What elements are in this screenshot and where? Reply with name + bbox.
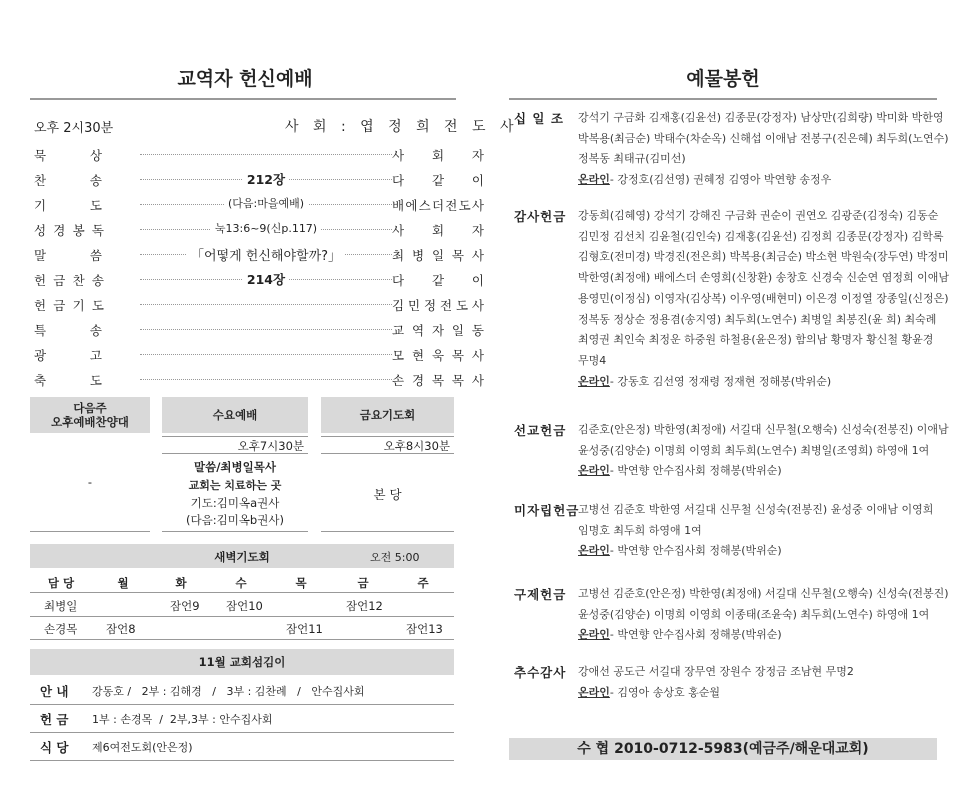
char: 말 <box>34 248 47 263</box>
november-label: 안 내 <box>40 684 69 699</box>
char: 경 <box>53 223 66 238</box>
wednesday-prayer: 기도:김미옥a권사 <box>190 496 280 510</box>
donor-line: 박복용(최금순) 박태수(차순옥) 신해섭 이애남 전봉구(진은혜) 최두희(노연수) <box>578 131 949 145</box>
november-value: 1부 : 손경목 / 2부,3부 : 안수집사회 <box>92 713 273 726</box>
char: 회 <box>431 148 445 163</box>
char: 송 <box>89 173 102 188</box>
char: 도 <box>89 373 102 388</box>
order-person <box>392 146 484 164</box>
char: 금 <box>53 273 66 288</box>
order-detail-text: (다음:마을예배) <box>224 197 308 210</box>
char: 사 <box>392 148 405 163</box>
order-row <box>34 193 484 215</box>
november-title: 11월 교회섬김이 <box>30 649 454 675</box>
online-label: 온라인 <box>578 173 610 187</box>
char: 스 <box>418 198 431 213</box>
char: 목 <box>451 373 464 388</box>
wednesday-preacher: 말씀/최병일목사 <box>194 460 276 474</box>
char: 다 <box>392 173 405 188</box>
online-label: 온라인 <box>578 544 610 558</box>
online-line <box>578 372 934 393</box>
char: 상 <box>89 148 102 163</box>
order-person <box>392 196 484 214</box>
dawn-col-header: 목 <box>295 576 307 590</box>
char: 더 <box>431 198 445 213</box>
char: 같 <box>431 273 445 288</box>
wednesday-sermon: 교회는 치료하는 곳 <box>188 479 282 492</box>
donor-line: 강석기 구금화 김재홍(김윤선) 김종문(강정자) 남상만(김희량) 박미화 박한영 <box>578 111 944 124</box>
order-detail <box>140 195 392 211</box>
november-value: 제6여전도회(안은정) <box>92 741 193 754</box>
char: 사 <box>471 198 484 213</box>
char: 헌 <box>34 298 47 313</box>
char: 배 <box>392 198 405 213</box>
char: 찬 <box>34 173 47 188</box>
char: 회 <box>431 223 445 238</box>
dawn-header <box>30 544 454 568</box>
order-label <box>34 221 104 239</box>
online-line <box>578 461 934 482</box>
char: 고 <box>89 348 102 363</box>
online-donors: - 강정호(김선영) 권혜정 김영아 박연향 송정우 <box>609 173 832 187</box>
char: 헌 <box>34 273 47 288</box>
wednesday-time: 오후7시30분 <box>237 439 304 453</box>
char: 자 <box>431 323 445 338</box>
dawn-title: 새벽기도회 <box>214 550 270 564</box>
order-person <box>392 321 484 339</box>
november-label: 헌 금 <box>40 712 69 727</box>
online-label: 온라인 <box>578 464 610 478</box>
order-label <box>34 346 102 364</box>
november-label: 식 당 <box>40 740 69 755</box>
dawn-reading: 잠언11 <box>286 622 323 636</box>
dawn-time: 오전 5:00 <box>370 551 420 564</box>
order-row <box>34 268 484 290</box>
dawn-reading: 잠언12 <box>346 599 383 613</box>
order-person <box>392 346 484 364</box>
friday-place: 본 당 <box>373 487 402 502</box>
char: 현 <box>411 348 425 363</box>
order-detail <box>140 245 392 264</box>
dawn-reading: 잠언9 <box>170 599 200 613</box>
online-donors: - 박연향 안수집사회 정해봉(박위순) <box>609 628 782 642</box>
dawn-col-header: 화 <box>175 576 187 590</box>
online-label: 온라인 <box>578 628 610 642</box>
offering-names <box>578 500 934 562</box>
november-divider <box>30 732 454 733</box>
donor-line: 강애선 공도근 서길대 장무연 장원수 장정금 조남현 무명2 <box>578 665 854 678</box>
donor-line: 강동희(김혜영) 강석기 강해진 구금화 권순이 권연오 김광준(김정숙) 김동순 <box>578 209 939 222</box>
char: 도 <box>455 298 469 313</box>
offering-title: 예물봉헌 <box>686 68 760 90</box>
order-row <box>34 343 484 365</box>
offering-category: 구제헌금 <box>514 587 567 602</box>
char: 자 <box>471 148 484 163</box>
presider: 사 회 : 엽 정 희 전 도 사 <box>285 119 519 135</box>
char: 사 <box>392 223 405 238</box>
friday-header: 금요기도회 <box>321 397 454 433</box>
order-detail <box>140 270 392 288</box>
worship-title: 교역자 헌신예배 <box>177 68 313 90</box>
online-donors: - 박연향 안수집사회 정해봉(박위순) <box>609 544 782 558</box>
order-row <box>34 168 484 190</box>
order-detail-text: 214장 <box>243 272 289 287</box>
char: 목 <box>431 373 445 388</box>
char: 금 <box>53 298 66 313</box>
offering-names <box>578 420 949 482</box>
char: 송 <box>89 323 102 338</box>
wednesday-header: 수요예배 <box>162 397 308 433</box>
offering-category: 십 일 조 <box>514 111 564 126</box>
donor-line: 윤성중(김양순) 이명희 이영희 이종태(조윤숙) 최두희(노연수) 하영애 1여 <box>578 607 930 621</box>
order-row <box>34 143 484 165</box>
offering-names <box>578 206 950 392</box>
donor-line: 윤성중(김양순) 이명희 이영희 최두희(노연수) 최병일(조영희) 하영애 1여 <box>578 443 930 457</box>
online-label: 온라인 <box>578 685 610 699</box>
offering-names <box>578 108 949 191</box>
order-label <box>34 171 102 189</box>
order-row <box>34 318 484 340</box>
donor-line: 용영민(이정심) 이영자(김상복) 이우영(배현미) 이은경 이정열 장종일(신정은) <box>578 291 949 305</box>
offering-category: 추수감사 <box>514 665 567 680</box>
donor-line: 김준호(안은정) 박한영(최정애) 서길대 신무철(오행숙) 신성숙(전봉진) 이애남 <box>578 423 949 436</box>
november-divider <box>30 704 454 705</box>
order-detail <box>140 170 392 188</box>
offering-category: 미자립헌금 <box>514 503 580 518</box>
order-dots <box>140 329 392 330</box>
november-value: 강동호 / 2부 : 김해경 / 3부 : 김찬례 / 안수집사회 <box>92 685 365 698</box>
order-label <box>34 296 104 314</box>
char: 일 <box>431 248 445 263</box>
dawn-col-header: 주 <box>417 576 429 590</box>
order-dots <box>140 379 392 380</box>
order-detail-text: 「어떻게 헌신해야할까?」 <box>187 249 345 264</box>
char: 묵 <box>34 148 47 163</box>
char: 일 <box>451 323 464 338</box>
char: 사 <box>471 373 484 388</box>
donor-line: 고병선 김준호 박한영 서길대 신무철 신성숙(전봉진) 윤성중 이애남 이영희 <box>578 503 934 516</box>
char: 욱 <box>431 348 445 363</box>
order-row <box>34 368 484 390</box>
order-dots <box>140 354 392 355</box>
order-row <box>34 243 484 265</box>
char: 경 <box>411 373 425 388</box>
order-dots <box>140 154 392 155</box>
char: 다 <box>392 273 405 288</box>
char: 도 <box>89 198 102 213</box>
char: 이 <box>471 273 484 288</box>
order-dots <box>140 304 392 305</box>
char: 목 <box>451 248 464 263</box>
char: 사 <box>471 248 484 263</box>
order-label <box>34 371 102 389</box>
order-label <box>34 271 104 289</box>
order-person <box>392 371 484 389</box>
order-detail-text: 눅13:6~9(신p.117) <box>211 222 321 235</box>
dawn-row-name: 최병일 <box>44 599 78 613</box>
title-rule <box>30 98 456 100</box>
char: 송 <box>91 273 104 288</box>
char: 김 <box>392 298 405 313</box>
next-choir-title-2: 오후예배찬양대 <box>51 415 129 429</box>
online-label: 온라인 <box>578 374 610 388</box>
char: 자 <box>471 223 484 238</box>
online-line <box>578 683 934 704</box>
wednesday-next-prayer: (다음:김미옥b권사) <box>186 513 284 527</box>
char: 모 <box>392 348 405 363</box>
char: 봉 <box>72 223 85 238</box>
char: 사 <box>471 348 484 363</box>
char: 찬 <box>72 273 85 288</box>
offering-category: 선교헌금 <box>514 423 567 438</box>
dawn-col-header: 담 당 <box>47 576 75 590</box>
order-label <box>34 246 102 264</box>
char: 정 <box>423 298 437 313</box>
donor-line: 김민정 김선치 김윤철(김인숙) 김재홍(김윤선) 김정희 김종문(강정자) 김학록 <box>578 229 944 243</box>
dawn-col-header: 금 <box>357 576 369 590</box>
donor-line: 박한영(최정애) 배에스더 손영희(신창환) 송창호 신경숙 신순연 염정희 이애남 <box>578 271 950 285</box>
order-person <box>392 221 484 239</box>
char: 축 <box>34 373 47 388</box>
char: 사 <box>471 298 484 313</box>
char: 손 <box>392 373 405 388</box>
char: 병 <box>411 248 425 263</box>
order-person <box>392 246 484 264</box>
order-row <box>34 293 484 315</box>
donor-line: 정복동 정상순 정용겸(송지영) 최두희(노연수) 최병일 최봉진(윤 희) 최숙례 <box>578 312 937 326</box>
online-donors: - 박연향 안수집사회 정해봉(박위순) <box>609 464 782 478</box>
dawn-col-header: 월 <box>117 576 129 590</box>
offering-rule <box>509 98 937 100</box>
order-person <box>392 296 484 314</box>
char: 도 <box>91 298 104 313</box>
char: 전 <box>445 198 458 213</box>
donor-line: 김형호(전미경) 박경진(전은희) 박복용(최금순) 박소현 박원숙(장두연) 박정미 <box>578 250 949 264</box>
online-donors: - 강동호 김선영 정재령 정재현 정해봉(박위순) <box>609 374 832 388</box>
offering-category: 감사헌금 <box>514 209 567 224</box>
char: 독 <box>91 223 104 238</box>
dawn-reading: 잠언10 <box>226 599 263 613</box>
char: 민 <box>407 298 421 313</box>
char: 교 <box>392 323 405 338</box>
donor-line: 무명4 <box>578 353 607 367</box>
donor-line: 임명호 최두희 하영애 1여 <box>578 523 702 537</box>
char: 역 <box>411 323 425 338</box>
online-line <box>578 541 934 562</box>
dawn-reading: 잠언8 <box>106 622 136 636</box>
order-detail-text: 212장 <box>243 172 289 187</box>
donor-line: 최영권 최인숙 최정운 하중원 하철용(윤은정) 함의남 황명자 황신철 황윤경 <box>578 333 934 347</box>
online-line <box>578 170 934 191</box>
char: 기 <box>72 298 85 313</box>
dawn-reading: 잠언13 <box>406 622 443 636</box>
order-person <box>392 171 484 189</box>
next-choir-value: - <box>87 475 93 489</box>
order-detail <box>140 220 392 236</box>
friday-time: 오후8시30분 <box>383 439 450 453</box>
service-time: 오후 2시30분 <box>34 121 114 136</box>
char: 도 <box>458 198 471 213</box>
order-person <box>392 271 484 289</box>
char: 광 <box>34 348 47 363</box>
char: 전 <box>439 298 453 313</box>
char: 기 <box>34 198 47 213</box>
char: 목 <box>451 348 464 363</box>
online-line <box>578 625 934 646</box>
order-label <box>34 321 102 339</box>
order-label <box>34 196 102 214</box>
char: 특 <box>34 323 47 338</box>
order-label <box>34 146 102 164</box>
char: 최 <box>392 248 405 263</box>
char: 이 <box>471 173 484 188</box>
next-choir-title-1: 다음주 <box>73 401 107 415</box>
donor-line: 정복동 최태규(김미선) <box>578 152 686 166</box>
november-divider <box>30 760 454 761</box>
char: 동 <box>471 323 484 338</box>
dawn-row-name: 손경목 <box>44 622 78 636</box>
char: 같 <box>431 173 445 188</box>
donor-line: 고병선 김준호(안은정) 박한영(최정애) 서길대 신무철(오행숙) 신성숙(전봉진) <box>578 587 949 600</box>
offering-names <box>578 584 949 646</box>
order-row <box>34 218 484 240</box>
char: 성 <box>34 223 47 238</box>
online-donors: - 김영아 송상호 홍순월 <box>609 685 720 699</box>
offering-names <box>578 662 934 703</box>
char: 씀 <box>89 248 102 263</box>
bank-account: 수 협 2010-0712-5983(예금주/해운대교회) <box>509 738 937 760</box>
next-choir-header <box>30 397 150 433</box>
char: 에 <box>405 198 418 213</box>
dawn-col-header: 수 <box>235 576 247 590</box>
